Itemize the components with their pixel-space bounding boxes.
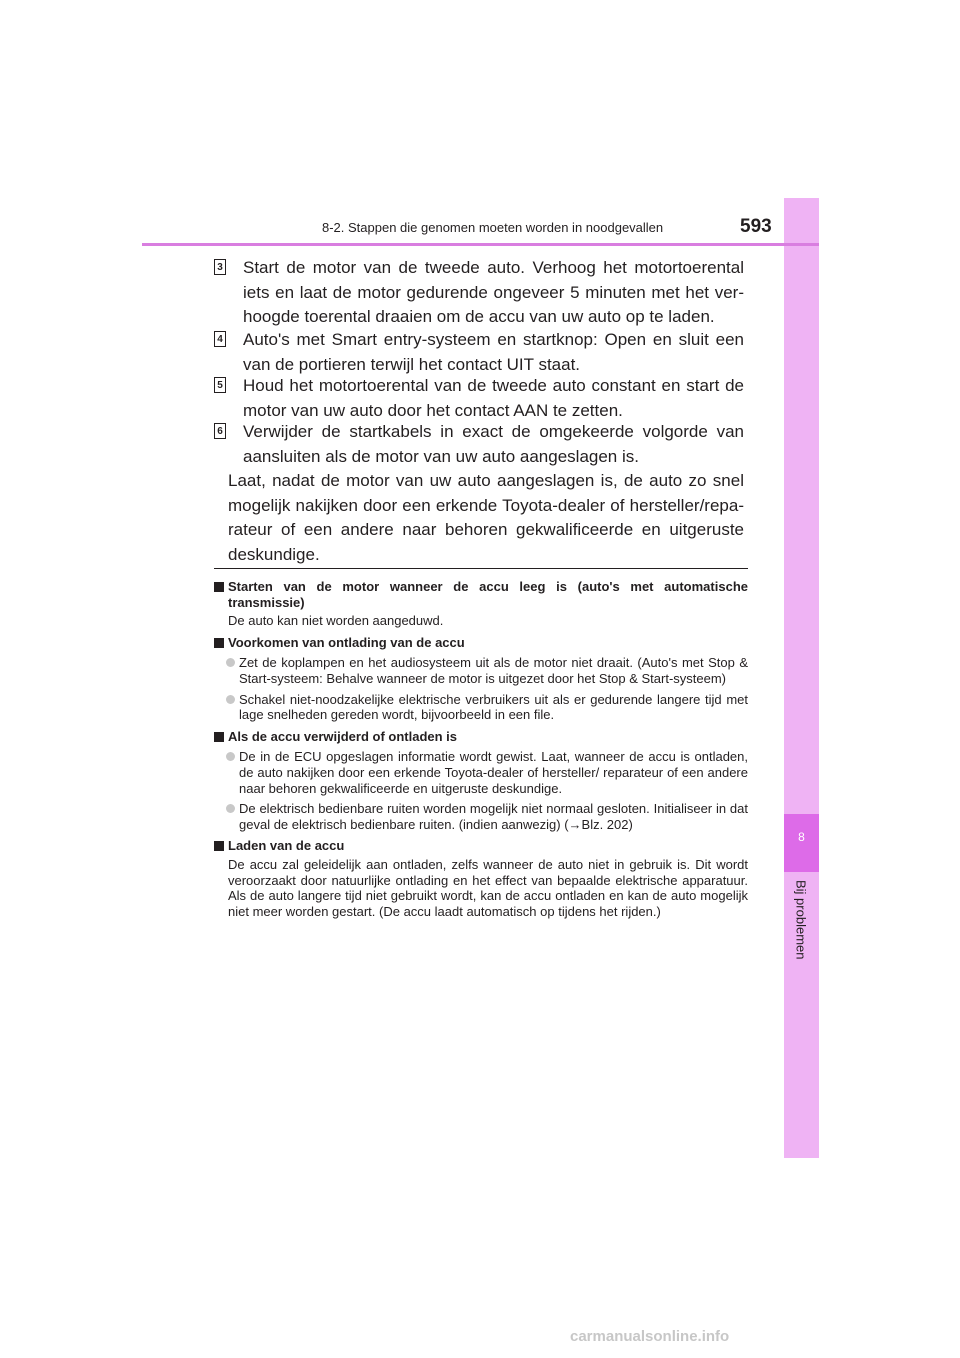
after-steps-paragraph: Laat, nadat de motor van uw auto aangeslagen is, de auto zo snel mogelijk nakijken door een erkende Toyota-dealer of hersteller/reparateur of een andere naar behoren gekwalificeerde en uitgeruste deskundige. bbox=[228, 471, 744, 564]
step-4 bbox=[214, 328, 744, 377]
note-text: De accu zal geleidelijk aan ontladen, zelfs wanneer de auto niet in gebruik is. Dit wordt veroorzaakt door natuurlijke ontlading en het effect van bepaalde elektrische apparatuur. Als de auto langere tijd niet gebruikt wordt, kan de accu ontladen en kan de auto mogelijk niet meer worden gestart. (De accu laadt automatisch op tijdens het rijden.) bbox=[228, 856, 748, 919]
page-number: 593 bbox=[740, 216, 772, 237]
circle-bullet-icon bbox=[226, 804, 235, 813]
circle-bullet-icon bbox=[226, 695, 235, 704]
step-number-badge: 5 bbox=[214, 377, 226, 393]
notes-section bbox=[214, 579, 748, 919]
watermark: carmanualsonline.info bbox=[570, 1328, 730, 1345]
note-text: De auto kan niet worden aangeduwd. bbox=[228, 613, 444, 629]
square-bullet-icon bbox=[214, 638, 224, 648]
step-text: Verwijder de startkabels in exact de omgekeerde volgorde van aansluiten als de motor van uw auto aangeslagen is. bbox=[243, 422, 744, 466]
square-bullet-icon bbox=[214, 732, 224, 742]
step-text: Auto's met Smart entry-systeem en startknop: Open en sluit een van de portieren terwijl het contact UIT staat. bbox=[243, 330, 744, 374]
chapter-number: 8 bbox=[798, 830, 805, 844]
step-3 bbox=[214, 256, 744, 330]
note-heading-removed: Als de accu verwijderd of ontladen is bbox=[214, 729, 748, 745]
bullet-item: Schakel niet-noodzakelijke elektrische verbruikers uit als er gedurende langere tijd met lage snelheden gereden wordt, bijvoorbeeld in een file. bbox=[226, 692, 748, 723]
bullet-item: De in de ECU opgeslagen informatie wordt gewist. Laat, wanneer de accu is ontladen, de auto nakijken door een erkende Toyota-dealer of hersteller/ reparateur of een andere naar behoren gekwalificeerde en uitgeruste deskundige. bbox=[226, 749, 748, 796]
step-number-badge: 3 bbox=[214, 259, 226, 275]
header-rule bbox=[142, 243, 819, 246]
section-title: 8-2. Stappen die genomen moeten worden in noodgevallen bbox=[322, 220, 664, 235]
note-heading-charging: Laden van de accu bbox=[214, 838, 748, 854]
square-bullet-icon bbox=[214, 841, 224, 851]
chapter-side-tab bbox=[784, 198, 819, 1158]
note-heading-prevent: Voorkomen van ontlading van de accu bbox=[214, 635, 748, 651]
bullet-item: De elektrisch bedienbare ruiten worden mogelijk niet normaal gesloten. Initialiseer in dat geval de elektrisch bedienbare ruiten. (indien aanwezig) (→Blz. 202) bbox=[226, 801, 748, 832]
step-number-badge: 4 bbox=[214, 331, 226, 347]
square-bullet-icon bbox=[214, 582, 224, 592]
circle-bullet-icon bbox=[226, 752, 235, 761]
step-6 bbox=[214, 420, 744, 469]
section-divider bbox=[214, 568, 748, 569]
step-number-badge: 6 bbox=[214, 423, 226, 439]
step-text: Start de motor van de tweede auto. Verhoog het motortoerental iets en laat de motor gedurende ongeveer 5 minuten met het verhoogde toerental draaien om de accu van uw auto op te laden. bbox=[243, 258, 744, 326]
chapter-label: Bij problemen bbox=[793, 880, 809, 960]
step-5 bbox=[214, 374, 744, 423]
bullet-item: Zet de koplampen en het audiosysteem uit als de motor niet draait. (Auto's met Stop & Start-systeem: Behalve wanneer de motor is uitgezet door het Stop & Start-systeem) bbox=[226, 655, 748, 686]
step-text: Houd het motortoerental van de tweede auto constant en start de motor van uw auto door het contact AAN te zetten. bbox=[243, 376, 744, 420]
note-heading-starting: Starten van de motor wanneer de accu leeg is (auto's met automatische transmissie) bbox=[214, 579, 748, 610]
circle-bullet-icon bbox=[226, 658, 235, 667]
